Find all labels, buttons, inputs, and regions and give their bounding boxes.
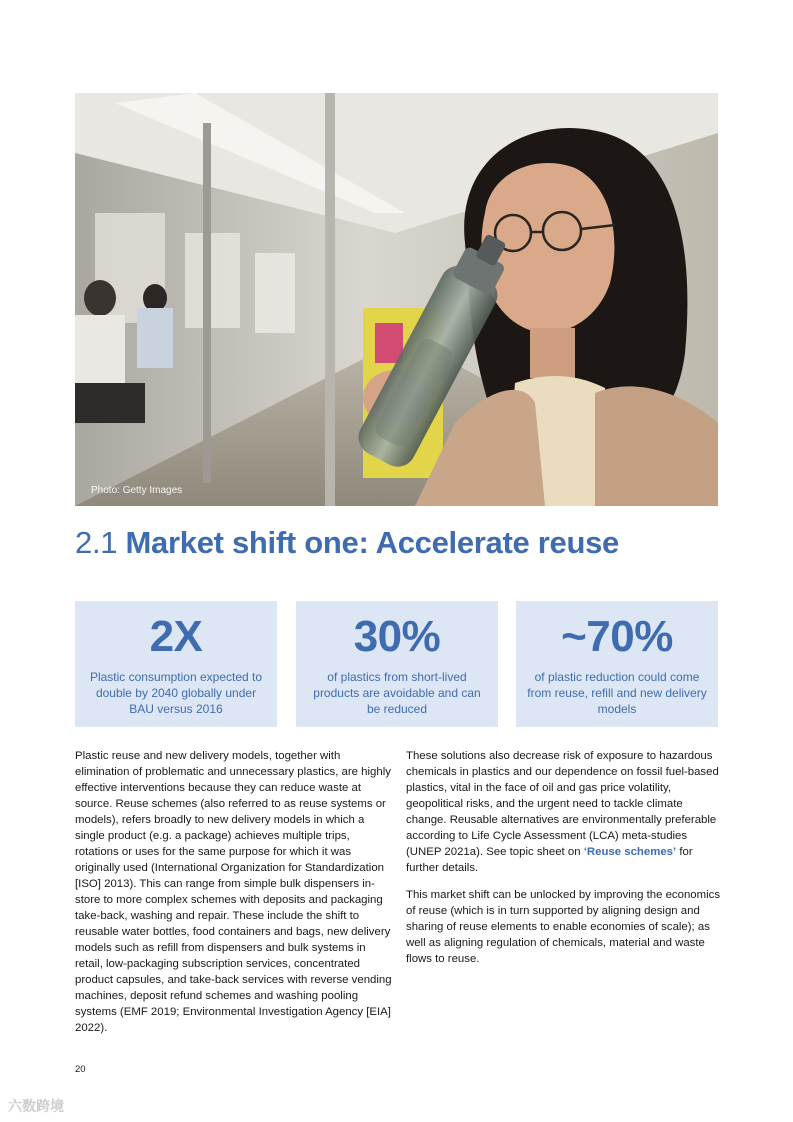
section-title: Market shift one: Accelerate reuse — [125, 525, 619, 560]
stats-row — [75, 601, 718, 727]
stat-card-consumption — [75, 601, 277, 727]
reuse-schemes-link[interactable]: ‘Reuse schemes’ — [583, 846, 677, 858]
page-number: 20 — [75, 1064, 86, 1075]
stat-card-reduction — [516, 601, 718, 727]
stat-label: of plastic reduction could come from reuse, refill and new delivery models — [527, 670, 707, 716]
stat-card-avoidable — [296, 601, 498, 727]
body-paragraph: This market shift can be unlocked by improving the economics of reuse (which is in turn supported by aligning design and sharing of reuse elements to enable economies of scale); as well as aligning regulation of chemicals, material and waste flows to reuse. — [406, 889, 721, 965]
body-text: These solutions also decrease risk of exposure to hazardous chemicals in plastics and our dependence on fossil fuel-based plastics, vital in the face of oil and gas price volatility, geopolitical risks, and the urgent need to tackle climate change. Reusable alternatives are environmentally preferable according to Life Cycle Assessment (LCA) meta-studies (UNEP 2021a). See topic sheet on — [406, 750, 719, 858]
body-column-left — [75, 748, 393, 1047]
hero-photo — [75, 93, 718, 506]
stat-label: of plastics from short-lived products are avoidable and can be reduced — [313, 670, 481, 716]
body-text: for further details. — [406, 846, 693, 874]
body-paragraph — [406, 748, 722, 876]
section-heading — [75, 523, 619, 563]
stat-value: 30% — [353, 612, 441, 661]
stat-label: Plastic consumption expected to double by 2040 globally under BAU versus 2016 — [89, 670, 263, 716]
section-number: 2.1 — [75, 525, 118, 560]
photo-credit: Photo: Getty Images — [91, 485, 183, 496]
photo-illustration — [75, 93, 718, 506]
watermark-logo: 六数跨境 — [8, 1098, 64, 1114]
body-column-right — [406, 748, 722, 978]
stat-value: 2X — [149, 612, 203, 661]
stat-value: ~70% — [561, 612, 673, 661]
body-paragraph: Plastic reuse and new delivery models, together with elimination of problematic and unnecessary plastics, are highly effective interventions because they can reduce waste at source. Reuse schemes (also referred to as reuse systems or models), refers broadly to new delivery models in which a single product (e.g. a package) achieves multiple trips, rotations or uses for the same purpose for which it was originally used (International Organization for Standardization [ISO] 2013). This can range from simple bulk dispensers in-store to more complex schemes with deposits and packaging take-back, washing and repair. These include the shift to reusable water bottles, food containers and bags, new delivery models such as refill from dispensers and bulk systems in retail, low-packaging subscription services, concentrated product capsules, and take-back services with reverse vending machines, deposit refund schemes and washing pooling systems (EMF 2019; Environmental Investigation Agency [EIA] 2022). — [75, 750, 392, 1034]
